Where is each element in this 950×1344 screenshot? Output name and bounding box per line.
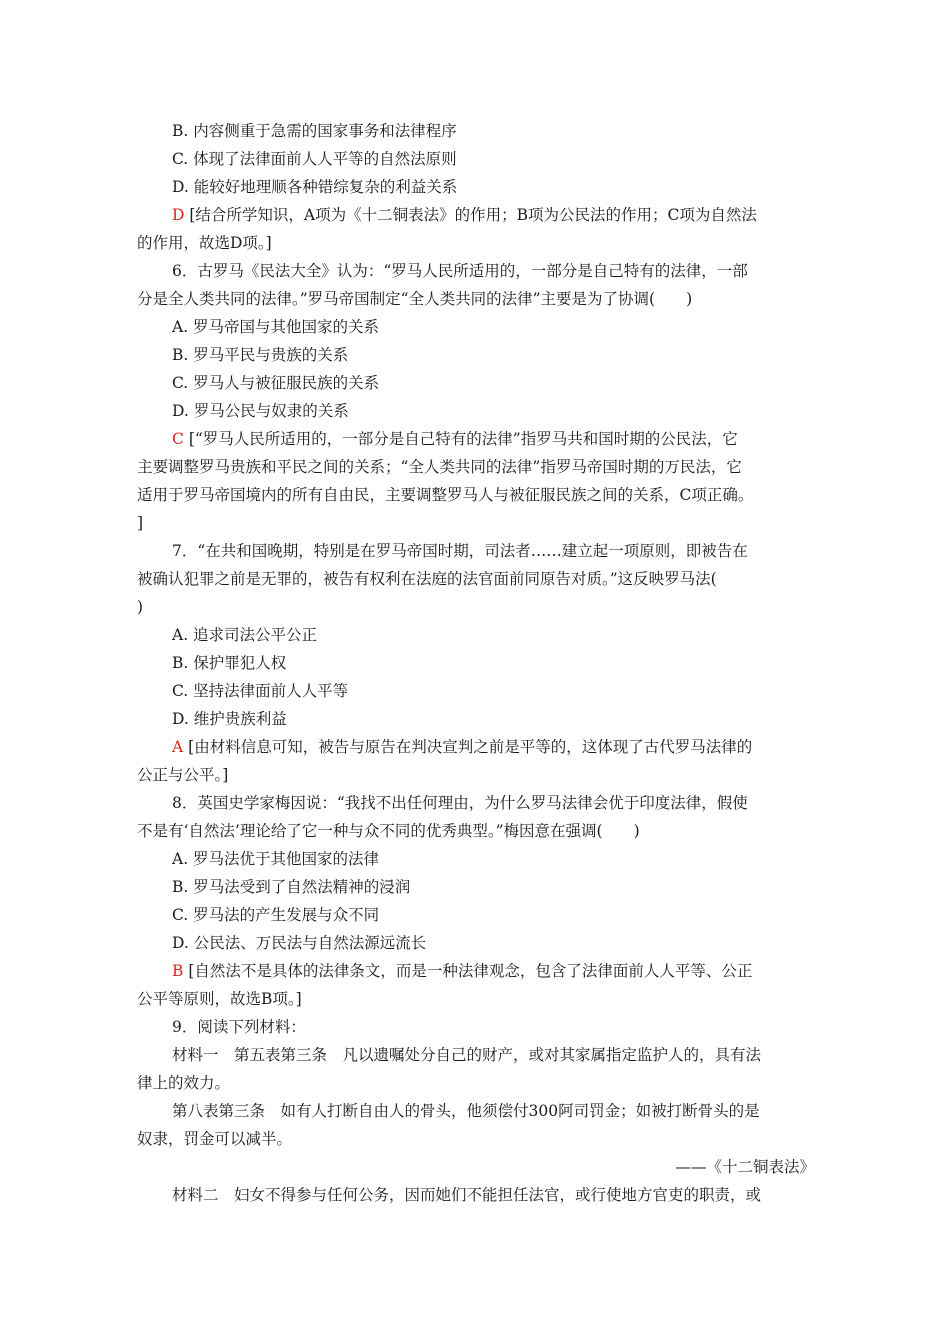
q7-option-c: C. 坚持法律面前人人平等 bbox=[172, 682, 349, 700]
q9-source: ——《十二铜表法》 bbox=[675, 1158, 815, 1176]
q9-material-1-clause: 第八表第三条 如有人打断自由人的骨头，他须偿付300阿司罚金；如被打断骨头的是 bbox=[172, 1102, 760, 1120]
q9-material-1-clause-cont: 奴隶，罚金可以减半。 bbox=[137, 1130, 293, 1148]
q6-explanation-text: [“罗马人民所适用的，一部分是自己特有的法律”指罗马共和国时期的公民法，它 bbox=[188, 430, 738, 448]
q6-option-b: B. 罗马平民与贵族的关系 bbox=[172, 346, 349, 364]
q8-option-d: D. 公民法、万民法与自然法源远流长 bbox=[172, 934, 427, 952]
q8-explanation-cont: 公平等原则，故选B项。] bbox=[137, 990, 302, 1008]
q8-stem: 8．英国史学家梅因说：“我找不出任何理由，为什么罗马法律会优于印度法律，假使 bbox=[172, 794, 748, 812]
q7-explanation-cont: 公正与公平。] bbox=[137, 766, 229, 784]
q7-answer: A bbox=[172, 738, 184, 756]
q9-stem: 9．阅读下列材料： bbox=[172, 1018, 306, 1036]
q6-explanation-cont-1: 主要调整罗马贵族和平民之间的关系；“全人类共同的法律”指罗马帝国时期的万民法，它 bbox=[137, 458, 742, 476]
q7-stem: 7．“在共和国晚期，特别是在罗马帝国时期，司法者……建立起一项原则，即被告在 bbox=[172, 542, 748, 560]
q7-explanation-text: [由材料信息可知，被告与原告在判决宣判之前是平等的，这体现了古代罗马法律的 bbox=[188, 738, 753, 756]
q9-material-1-cont: 律上的效力。 bbox=[137, 1074, 231, 1092]
q8-answer: B bbox=[172, 962, 184, 980]
q9-material-1: 材料一 第五表第三条 凡以遗嘱处分自己的财产，或对其家属指定监护人的，具有法 bbox=[172, 1046, 762, 1064]
q6-answer: C bbox=[172, 430, 184, 448]
q5-option-c: C. 体现了法律面前人人平等的自然法原则 bbox=[172, 150, 457, 168]
q6-option-d: D. 罗马公民与奴隶的关系 bbox=[172, 402, 349, 420]
q8-option-c: C. 罗马法的产生发展与众不同 bbox=[172, 906, 380, 924]
q7-stem-cont-2: ) bbox=[137, 598, 144, 616]
q9-material-2: 材料二 妇女不得参与任何公务，因而她们不能担任法官，或行使地方官吏的职责，或 bbox=[172, 1186, 762, 1204]
q5-option-b: B. 内容侧重于急需的国家事务和法律程序 bbox=[172, 122, 457, 140]
q5-answer: D bbox=[172, 206, 185, 224]
q6-explanation-cont-3: ] bbox=[137, 514, 144, 532]
q8-option-b: B. 罗马法受到了自然法精神的浸润 bbox=[172, 878, 411, 896]
q6-explanation-cont-2: 适用于罗马帝国境内的所有自由民，主要调整罗马人与被征服民族之间的关系，C项正确。 bbox=[137, 486, 754, 504]
q6-option-c: C. 罗马人与被征服民族的关系 bbox=[172, 374, 380, 392]
q7-option-d: D. 维护贵族利益 bbox=[172, 710, 287, 728]
q5-explanation-line bbox=[172, 204, 852, 226]
q5-option-d: D. 能较好地理顺各种错综复杂的利益关系 bbox=[172, 178, 458, 196]
q7-stem-cont: 被确认犯罪之前是无罪的，被告有权利在法庭的法官面前同原告对质。”这反映罗马法( bbox=[137, 570, 717, 588]
q7-option-b: B. 保护罪犯人权 bbox=[172, 654, 287, 672]
q5-explanation-text: [结合所学知识，A项为《十二铜表法》的作用；B项为公民法的作用；C项为自然法 bbox=[189, 206, 757, 224]
q6-stem: 6．古罗马《民法大全》认为：“罗马人民所适用的，一部分是自己特有的法律，一部 bbox=[172, 262, 748, 280]
q8-explanation-text: [自然法不是具体的法律条文，而是一种法律观念，包含了法律面前人人平等、公正 bbox=[188, 962, 753, 980]
q8-explanation-line bbox=[172, 960, 852, 982]
q8-stem-cont: 不是有‘自然法’理论给了它一种与众不同的优秀典型。”梅因意在强调( ) bbox=[137, 822, 640, 840]
q6-explanation-line bbox=[172, 428, 852, 450]
q7-explanation-line bbox=[172, 736, 852, 758]
q8-option-a: A. 罗马法优于其他国家的法律 bbox=[172, 850, 380, 868]
q5-explanation-cont: 的作用，故选D项。] bbox=[137, 234, 272, 252]
q6-option-a: A. 罗马帝国与其他国家的关系 bbox=[172, 318, 380, 336]
q6-stem-cont: 分是全人类共同的法律。”罗马帝国制定“全人类共同的法律”主要是为了协调( ) bbox=[137, 290, 693, 308]
q7-option-a: A. 追求司法公平公正 bbox=[172, 626, 318, 644]
